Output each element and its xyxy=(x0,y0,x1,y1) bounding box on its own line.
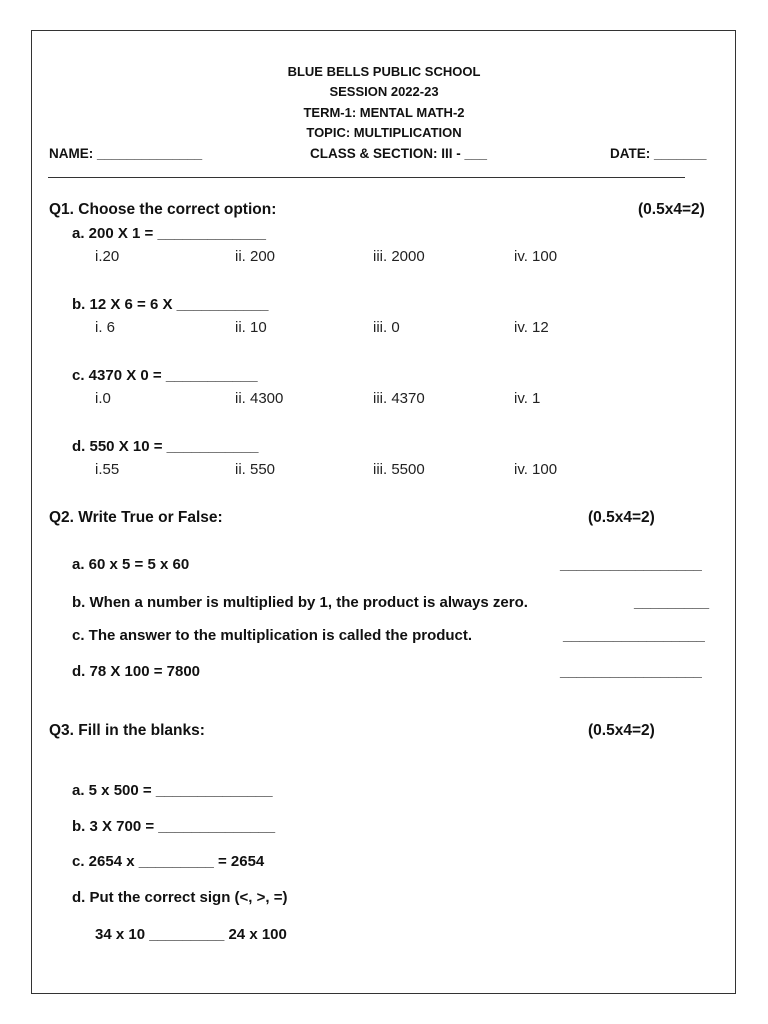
q1-c-option-2: ii. 4300 xyxy=(235,390,284,407)
q2-marks: (0.5x4=2) xyxy=(588,509,655,526)
q1-item-d: d. 550 X 10 = ___________ xyxy=(72,438,259,455)
q3-item-c: c. 2654 x _________ = 2654 xyxy=(72,853,265,870)
q1-c-option-4: iv. 1 xyxy=(514,390,541,407)
q1-c-option-1: i.0 xyxy=(95,390,111,407)
q1-d-option-3: iii. 5500 xyxy=(373,461,425,478)
q1-a-option-3: iii. 2000 xyxy=(373,248,425,265)
term-line: TERM-1: MENTAL MATH-2 xyxy=(303,105,465,120)
q2-item-b-blank: _________ xyxy=(634,594,710,611)
header-divider xyxy=(48,177,685,178)
q2-item-a: a. 60 x 5 = 5 x 60 xyxy=(72,556,190,573)
topic-line: TOPIC: MULTIPLICATION xyxy=(306,125,462,140)
session-line: SESSION 2022-23 xyxy=(329,84,439,99)
q3-item-d: d. Put the correct sign (<, >, =) xyxy=(72,889,288,906)
q1-item-a: a. 200 X 1 = _____________ xyxy=(72,225,266,242)
q2-item-b: b. When a number is multiplied by 1, the product is always zero. xyxy=(72,594,528,611)
q2-title: Q2. Write True or False: xyxy=(49,509,223,526)
name-field-label: NAME: ______________ xyxy=(49,146,203,161)
class-section-label: CLASS & SECTION: III - ___ xyxy=(310,146,488,161)
date-field-label: DATE: _______ xyxy=(610,146,707,161)
q1-b-option-1: i. 6 xyxy=(95,319,116,336)
q2-item-a-blank: _________________ xyxy=(560,556,702,573)
q1-d-option-1: i.55 xyxy=(95,461,120,478)
q1-a-option-1: i.20 xyxy=(95,248,120,265)
q2-item-d-blank: _________________ xyxy=(560,663,702,680)
q3-title: Q3. Fill in the blanks: xyxy=(49,722,205,739)
q1-title: Q1. Choose the correct option: xyxy=(49,201,277,218)
q3-item-a: a. 5 x 500 = ______________ xyxy=(72,782,273,799)
q3-marks: (0.5x4=2) xyxy=(588,722,655,739)
q1-item-c: c. 4370 X 0 = ___________ xyxy=(72,367,258,384)
q1-d-option-4: iv. 100 xyxy=(514,461,558,478)
q1-marks: (0.5x4=2) xyxy=(638,201,705,218)
q1-a-option-2: ii. 200 xyxy=(235,248,276,265)
q1-b-option-3: iii. 0 xyxy=(373,319,400,336)
q2-item-c: c. The answer to the multiplication is called the product. xyxy=(72,627,473,644)
school-name: BLUE BELLS PUBLIC SCHOOL xyxy=(287,64,481,79)
q1-d-option-2: ii. 550 xyxy=(235,461,276,478)
q2-item-d: d. 78 X 100 = 7800 xyxy=(72,663,201,680)
q2-item-c-blank: _________________ xyxy=(563,627,705,644)
q1-item-b: b. 12 X 6 = 6 X ___________ xyxy=(72,296,269,313)
q3-item-d-expression: 34 x 10 _________ 24 x 100 xyxy=(95,926,287,943)
q1-b-option-4: iv. 12 xyxy=(514,319,549,336)
q1-b-option-2: ii. 10 xyxy=(235,319,267,336)
q1-c-option-3: iii. 4370 xyxy=(373,390,425,407)
q1-a-option-4: iv. 100 xyxy=(514,248,558,265)
q3-item-b: b. 3 X 700 = ______________ xyxy=(72,818,276,835)
